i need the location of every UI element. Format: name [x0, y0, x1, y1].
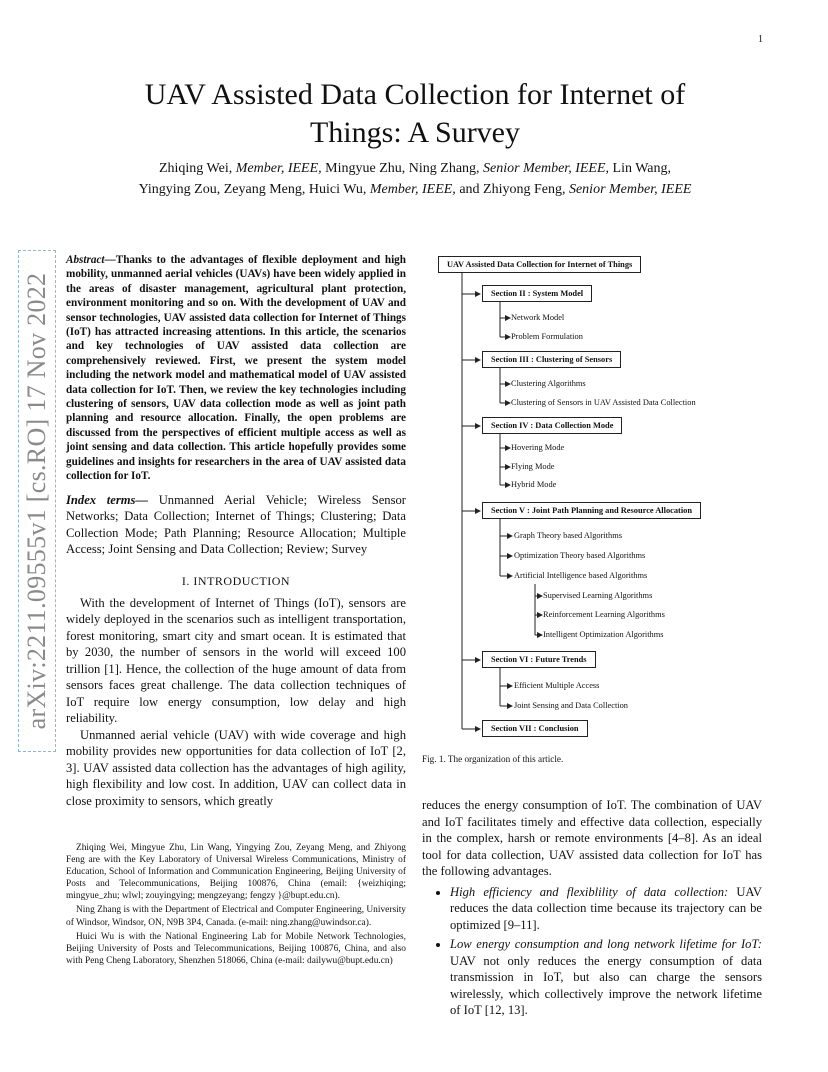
section-6-box: Section VI : Future Trends	[482, 651, 596, 668]
diagram-leaf: Efficient Multiple Access	[514, 681, 600, 690]
list-item	[450, 884, 762, 934]
diagram-root-box: UAV Assisted Data Collection for Internet of Things	[438, 256, 641, 273]
author-membership: Member, IEEE,	[235, 161, 322, 176]
author-name: Zhiqing Wei,	[158, 161, 233, 176]
abstract-text: —Thanks to the advantages of flexible deployment and high mobility, unmanned aerial vehicles (UAVs) have been widely applied in the areas of disaster management, agricultural plant protection, environment monitoring and so on. With the development of UAV and sensor technologies, UAV assisted data collection for Internet of Things (IoT) has attracted increasing attentions. In this article, the scenarios and key technologies of UAV assisted data collection are comprehensively reviewed. First, we present the system model including the network model and mathematical model of UAV assisted data collection for IoT. Then, we review the key technologies including clustering of sensors, UAV data collection mode as well as joint path planning and resource allocation. Finally, the open problems are discussed from the perspectives of efficient multiple access as well as joint sensing and data collection. This article hopefully provides some guidelines and insights for researchers in the area of UAV assisted data collection for IoT.	[66, 254, 406, 483]
diagram-leaf: Intelligent Optimization Algorithms	[543, 630, 664, 639]
title-line-2: Things: A Survey	[309, 116, 520, 149]
abstract	[66, 253, 406, 484]
paper-title	[60, 76, 770, 152]
section-heading: I. INTRODUCTION	[181, 573, 291, 588]
author-membership: Member, IEEE,	[369, 182, 456, 197]
section-4-box: Section IV : Data Collection Mode	[482, 417, 622, 434]
footnote-affiliation-3: Huici Wu is with the National Engineering Lab for Mobile Network Technologies, Beijing University of Posts and Telecommunications, Beijing 100876, China, and also with Peng Cheng Laboratory, Shenzhen 518066, China (e-mail: dailywu@bupt.edu.cn)	[66, 931, 406, 966]
diagram-connectors	[422, 248, 774, 748]
bullet-label: High efficiency and flexiblility of data collection:	[450, 884, 729, 899]
title-line-1: UAV Assisted Data Collection for Internet of	[144, 78, 686, 111]
section-7-box: Section VII : Conclusion	[482, 720, 588, 737]
intro-paragraph-2: Unmanned aerial vehicle (UAV) with wide coverage and high mobility provides new opportunities for data collection of IoT [2, 3]. UAV assisted data collection has the advantages of high agility, high flexibility and low cost. In addition, UAV can collect data in close proximity to sensors, which greatly	[66, 727, 406, 808]
author-membership: Senior Member, IEEE	[568, 182, 692, 197]
section-3-box: Section III : Clustering of Sensors	[482, 351, 621, 368]
author-name: Mingyue Zhu, Ning Zhang,	[325, 161, 480, 176]
diagram-leaf: Clustering Algorithms	[511, 379, 586, 388]
diagram-leaf: Clustering of Sensors in UAV Assisted Data Collection	[511, 398, 696, 407]
intro-paragraph-1: With the development of Internet of Things (IoT), sensors are widely deployed in the scenarios such as intelligent transportation, forest monitoring, smart city and smart ocean. It is estimated that by 2030, the number of sensors in the world will exceed 100 trillion [1]. Hence, the collection of the huge amount of data from sensors faces great challenge. The data collection techniques of IoT require low energy consumption, low delay and high reliability.	[66, 595, 406, 725]
right-column	[422, 797, 762, 1022]
diagram-leaf: Artificial Intelligence based Algorithms	[514, 571, 648, 580]
bullet-text: UAV not only reduces the energy consumption of data transmission in IoT, but also can charge the sensors wirelessly, which collectively improve the network lifetime of IoT [12, 13].	[450, 953, 762, 1017]
footnote-affiliation-1: Zhiqing Wei, Mingyue Zhu, Lin Wang, Yingying Zou, Zeyang Meng, and Zhiyong Feng are with the Key Laboratory of Universal Wireless Communications, Ministry of Education, School of Information and Communication Engineering, Beijing University of Posts and Telecommunications, Beijing 100876, China (email: {weizhiqing; mingyue_zhu; wlwl; zouyingying; mengzeyang; fengzy }@bupt.edu.cn).	[66, 843, 406, 902]
arxiv-identifier: arXiv:2211.09555v1 [cs.RO] 17 Nov 2022	[22, 272, 51, 730]
diagram-leaf: Reinforcement Learning Algorithms	[543, 610, 665, 619]
index-terms	[66, 492, 406, 558]
diagram-leaf: Hovering Mode	[511, 443, 565, 452]
author-name: Yingying Zou, Zeyang Meng, Huici Wu,	[138, 182, 367, 197]
author-list	[60, 158, 770, 200]
footnotes	[66, 842, 406, 969]
author-name: Lin Wang,	[612, 161, 672, 176]
diagram-leaf: Supervised Learning Algorithms	[543, 591, 653, 600]
diagram-leaf: Flying Mode	[511, 462, 555, 471]
diagram-leaf: Network Model	[511, 313, 565, 322]
bullet-text: UAV reduces the data collection time because its trajectory can be optimized [9–11].	[450, 884, 762, 932]
diagram-leaf: Hybrid Mode	[511, 480, 557, 489]
diagram-leaf: Optimization Theory based Algorithms	[514, 551, 646, 560]
author-membership: Senior Member, IEEE,	[483, 161, 610, 176]
section-2-box: Section II : System Model	[482, 285, 592, 302]
index-terms-text: Unmanned Aerial Vehicle; Wireless Sensor Networks; Data Collection; Internet of Things; Clustering; Data Collection Mode; Path Planning; Resource Allocation; Multiple Access; Joint Sensing and Data Collection; Review; Survey	[66, 492, 406, 556]
section-5-box: Section V : Joint Path Planning and Resource Allocation	[482, 502, 701, 519]
diagram-leaf: Joint Sensing and Data Collection	[514, 701, 628, 710]
bullet-label: Low energy consumption and long network lifetime for IoT:	[450, 937, 762, 951]
left-column	[66, 253, 406, 809]
page-number: 1	[758, 34, 763, 45]
diagram-leaf: Problem Formulation	[511, 332, 583, 341]
advantages-list	[422, 884, 762, 1019]
organization-diagram	[422, 248, 774, 748]
footnote-affiliation-2: Ning Zhang is with the Department of Electrical and Computer Engineering, University of Windsor, Windsor, ON, N9B 3P4, Canada. (e-mail: ning.zhang@uwindsor.ca).	[66, 905, 406, 928]
right-paragraph: reduces the energy consumption of IoT. The combination of UAV and IoT facilitates timely and effective data collection, especially in the complex, harsh or remote environments [4–8]. As an ideal tool for data collection, UAV assisted data collection for IoT has the following advantages.	[422, 798, 762, 878]
index-terms-label: Index terms—	[66, 492, 149, 507]
figure-caption: Fig. 1. The organization of this article.	[422, 754, 564, 764]
arxiv-stamp	[18, 250, 56, 752]
list-item	[450, 936, 762, 1019]
abstract-label: Abstract	[66, 254, 105, 266]
diagram-leaf: Graph Theory based Algorithms	[514, 531, 623, 540]
author-name: and Zhiyong Feng,	[459, 182, 566, 197]
